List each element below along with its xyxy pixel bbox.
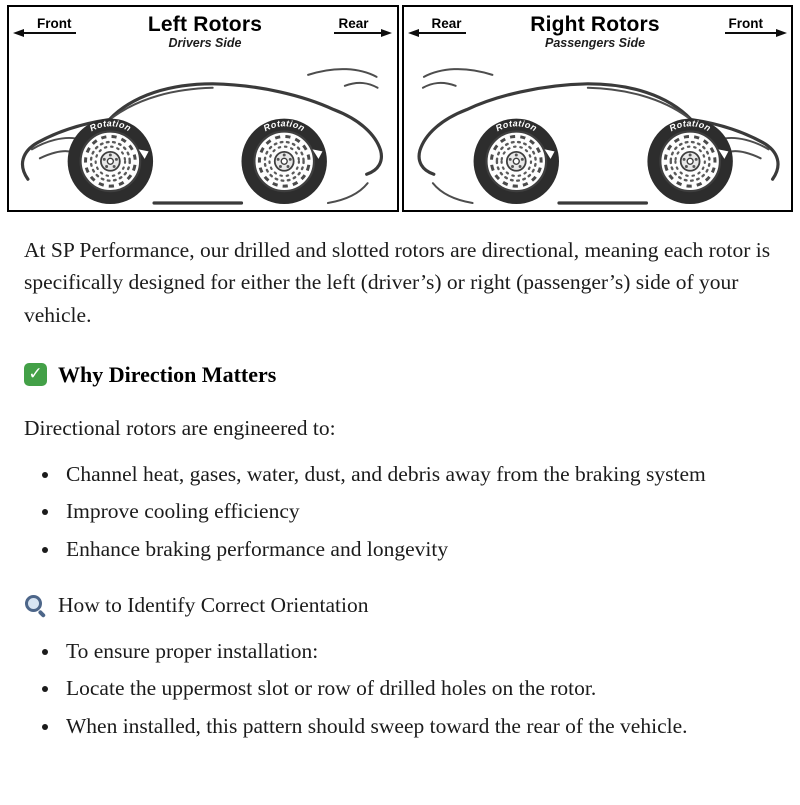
list-item: • To ensure proper installation:	[61, 635, 774, 667]
intro-paragraph: At SP Performance, our drilled and slotted rotors are directional, meaning each rotor is specifically designed for either the left (driver’s) or right (passenger’s) side of your vehicle.	[24, 238, 771, 327]
direction-text: Rear	[431, 16, 462, 31]
car-illustration-drivers-side	[14, 49, 392, 207]
magnifier-icon	[24, 593, 47, 616]
direction-text: Rear	[338, 16, 369, 31]
section-heading-why-direction-matters	[24, 358, 774, 391]
direction-text: Front	[37, 16, 72, 31]
section-heading-orientation	[24, 589, 774, 621]
panel-subtitle: Drivers Side	[168, 36, 242, 51]
list-item: • Improve cooling efficiency	[61, 495, 774, 527]
orientation-list	[24, 635, 774, 742]
check-icon: ✓	[24, 363, 47, 386]
arrow-left-icon	[13, 29, 24, 37]
arrow-left-icon	[408, 29, 419, 37]
panel-subtitle: Passengers Side	[544, 36, 646, 51]
panel-header	[9, 7, 397, 50]
panel-titles	[530, 14, 660, 50]
svg-text:Rotation: Rotation	[493, 118, 539, 134]
arrow-right-icon	[776, 29, 787, 37]
front-direction-label	[23, 16, 76, 34]
list-item: • When installed, this pattern should sweep toward the rear of the vehicle.	[61, 710, 774, 742]
section-title: How to Identify Correct Orientation	[58, 592, 369, 617]
rear-direction-label	[418, 16, 466, 34]
panel-titles	[148, 14, 262, 50]
svg-text:Rotation: Rotation	[261, 118, 307, 134]
list-item: • Channel heat, gases, water, dust, and debris away from the braking system	[61, 458, 774, 490]
lead-paragraph: Directional rotors are engineered to:	[24, 415, 336, 440]
article	[0, 212, 800, 757]
arrow-right-icon	[381, 29, 392, 37]
svg-text:Rotation: Rotation	[667, 118, 713, 134]
benefits-list	[24, 458, 774, 565]
panel-header	[404, 7, 792, 50]
direction-text: Front	[728, 16, 763, 31]
panel-title: Right Rotors	[530, 13, 660, 36]
panel-right-rotors	[402, 5, 794, 212]
rear-direction-label	[334, 16, 382, 34]
panel-left-rotors	[7, 5, 399, 212]
front-direction-label	[725, 16, 778, 34]
panel-title: Left Rotors	[147, 13, 263, 36]
car-illustration-passengers-side	[409, 49, 787, 207]
list-item: • Locate the uppermost slot or row of drilled holes on the rotor.	[61, 672, 774, 704]
list-item: • Enhance braking performance and longevity	[61, 533, 774, 565]
rotor-direction-diagram	[7, 5, 793, 212]
section-title: Why Direction Matters	[58, 361, 277, 387]
svg-text:Rotation: Rotation	[87, 118, 133, 134]
